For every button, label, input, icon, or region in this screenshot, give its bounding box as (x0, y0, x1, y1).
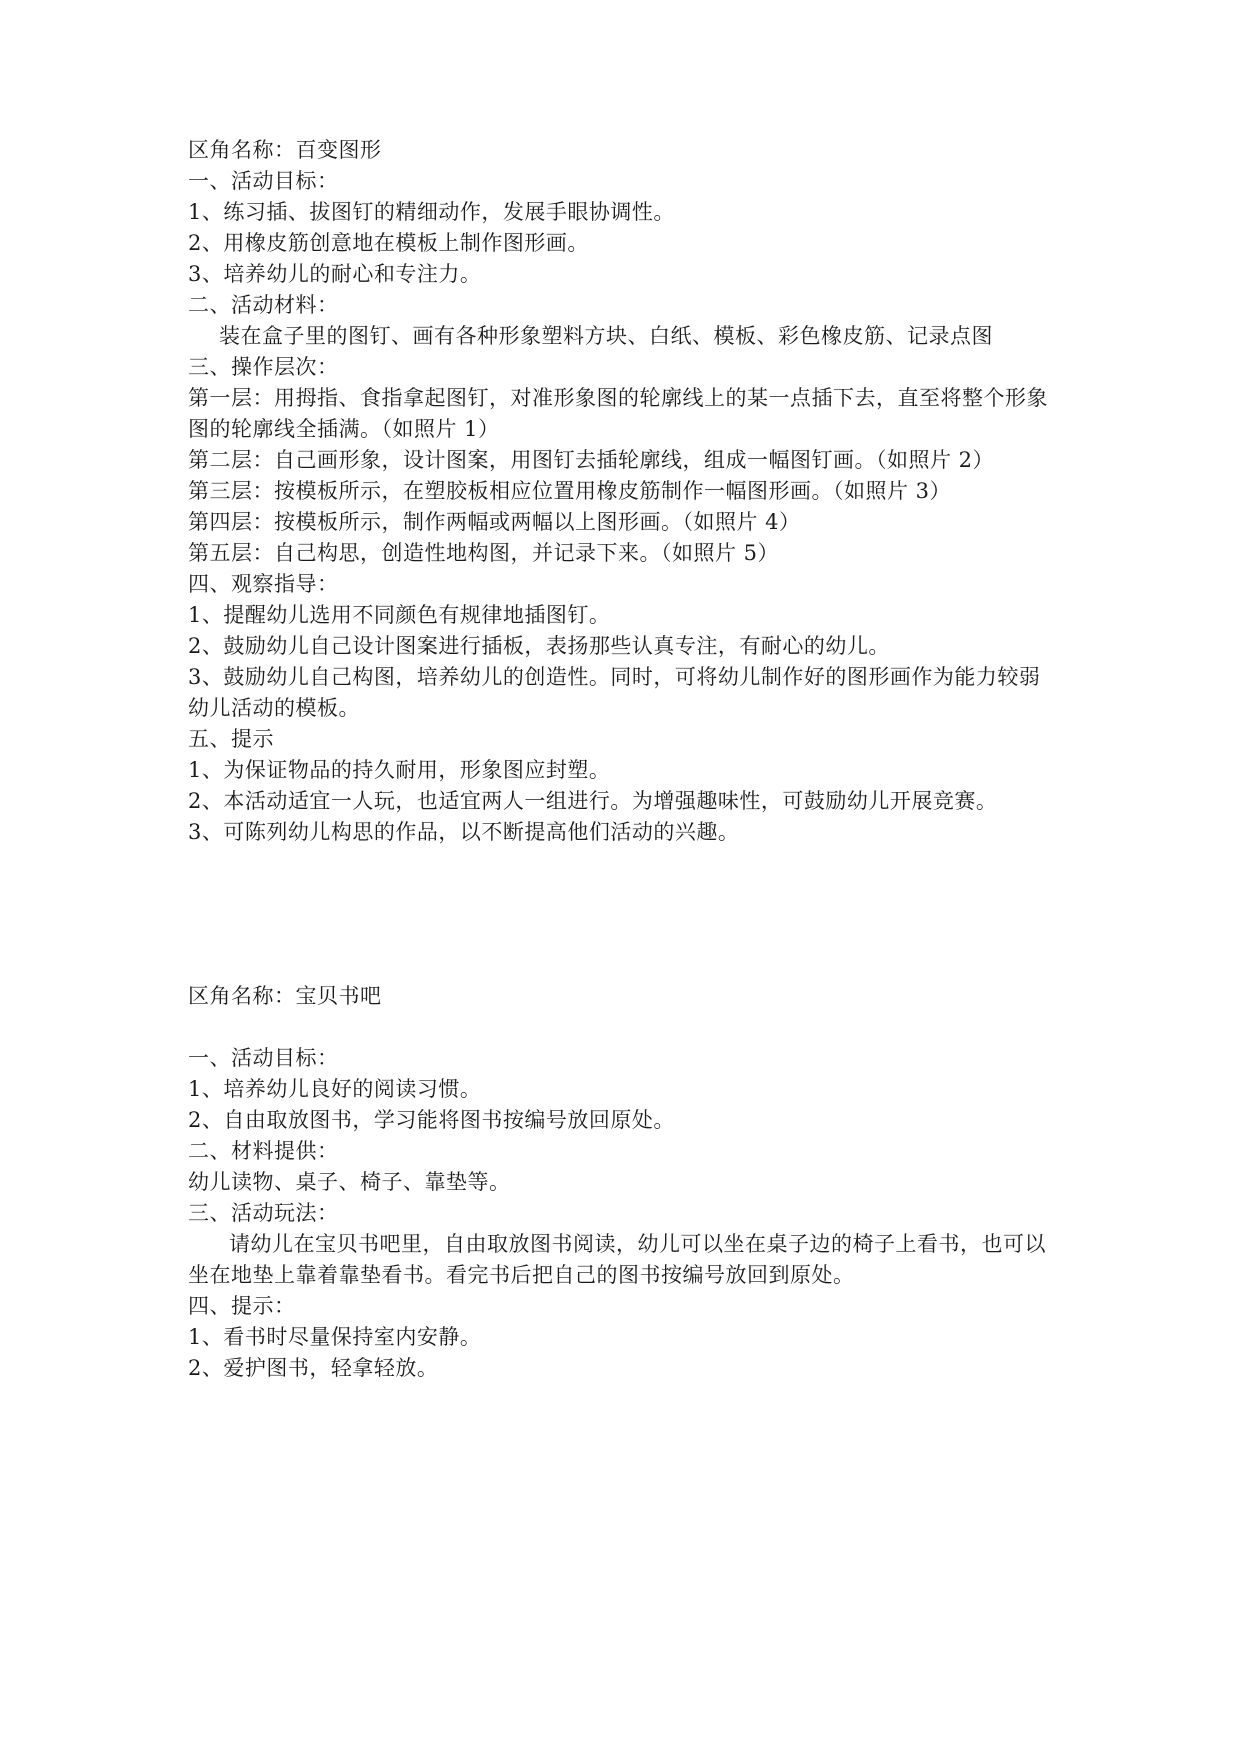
materials-text: 幼儿读物、桌子、椅子、靠垫等。 (188, 1170, 511, 1194)
goal-item: 2、用橡皮筋创意地在模板上制作图形画。 (188, 231, 589, 255)
section-heading: 二、活动材料： (188, 293, 339, 317)
section-heading: 四、观察指导： (188, 572, 339, 596)
level-item: 第三层：按模板所示，在塑胶板相应位置用橡皮筋制作一幅图形画。（如照片 3） (188, 479, 952, 503)
section-heading: 一、活动目标： (188, 1046, 339, 1070)
level-item: 第四层：按模板所示，制作两幅或两幅以上图形画。（如照片 4） (188, 510, 801, 534)
level-item: 第五层：自己构思，创造性地构图，并记录下来。（如照片 5） (188, 541, 780, 565)
tip-item: 1、看书时尽量保持室内安静。 (188, 1325, 482, 1349)
level-item: 第二层：自己画形象，设计图案，用图钉去插轮廓线，组成一幅图钉画。（如照片 2） (188, 448, 995, 472)
section-heading: 三、操作层次： (188, 355, 339, 379)
play-text-continued: 坐在地垫上靠着靠垫看书。看完书后把自己的图书按编号放回到原处。 (188, 1263, 855, 1287)
tip-item: 3、可陈列幼儿构思的作品，以不断提高他们活动的兴趣。 (188, 820, 740, 844)
guide-item: 1、提醒幼儿选用不同颜色有规律地插图钉。 (188, 603, 611, 627)
goal-item: 1、培养幼儿良好的阅读习惯。 (188, 1077, 482, 1101)
goal-item: 3、培养幼儿的耐心和专注力。 (188, 262, 482, 286)
goal-item: 2、自由取放图书，学习能将图书按编号放回原处。 (188, 1108, 675, 1132)
guide-item-continued: 幼儿活动的模板。 (188, 696, 360, 720)
section-heading: 一、活动目标： (188, 169, 339, 193)
level-item-continued: 图的轮廓线全插满。（如照片 1） (188, 417, 500, 441)
play-text: 请幼儿在宝贝书吧里，自由取放图书阅读，幼儿可以坐在桌子边的椅子上看书，也可以 (229, 1232, 1046, 1256)
section-heading: 五、提示 (188, 727, 274, 751)
materials-text: 装在盒子里的图钉、画有各种形象塑料方块、白纸、模板、彩色橡皮筋、记录点图 (219, 324, 993, 348)
tip-item: 2、爱护图书，轻拿轻放。 (188, 1356, 439, 1380)
guide-item: 2、鼓励幼儿自己设计图案进行插板，表扬那些认真专注，有耐心的幼儿。 (188, 634, 890, 658)
section-heading: 二、材料提供： (188, 1139, 339, 1163)
tip-item: 2、本活动适宜一人玩，也适宜两人一组进行。为增强趣味性，可鼓励幼儿开展竞赛。 (188, 789, 998, 813)
section-heading: 三、活动玩法： (188, 1201, 339, 1225)
section-title: 区角名称：宝贝书吧 (188, 984, 382, 1008)
guide-item: 3、鼓励幼儿自己构图，培养幼儿的创造性。同时，可将幼儿制作好的图形画作为能力较弱 (188, 665, 1041, 689)
level-item: 第一层：用拇指、食指拿起图钉，对准形象图的轮廓线上的某一点插下去，直至将整个形象 (188, 386, 1048, 410)
section-heading: 四、提示： (188, 1294, 296, 1318)
section-title: 区角名称：百变图形 (188, 138, 382, 162)
tip-item: 1、为保证物品的持久耐用，形象图应封塑。 (188, 758, 611, 782)
goal-item: 1、练习插、拔图钉的精细动作，发展手眼协调性。 (188, 200, 675, 224)
